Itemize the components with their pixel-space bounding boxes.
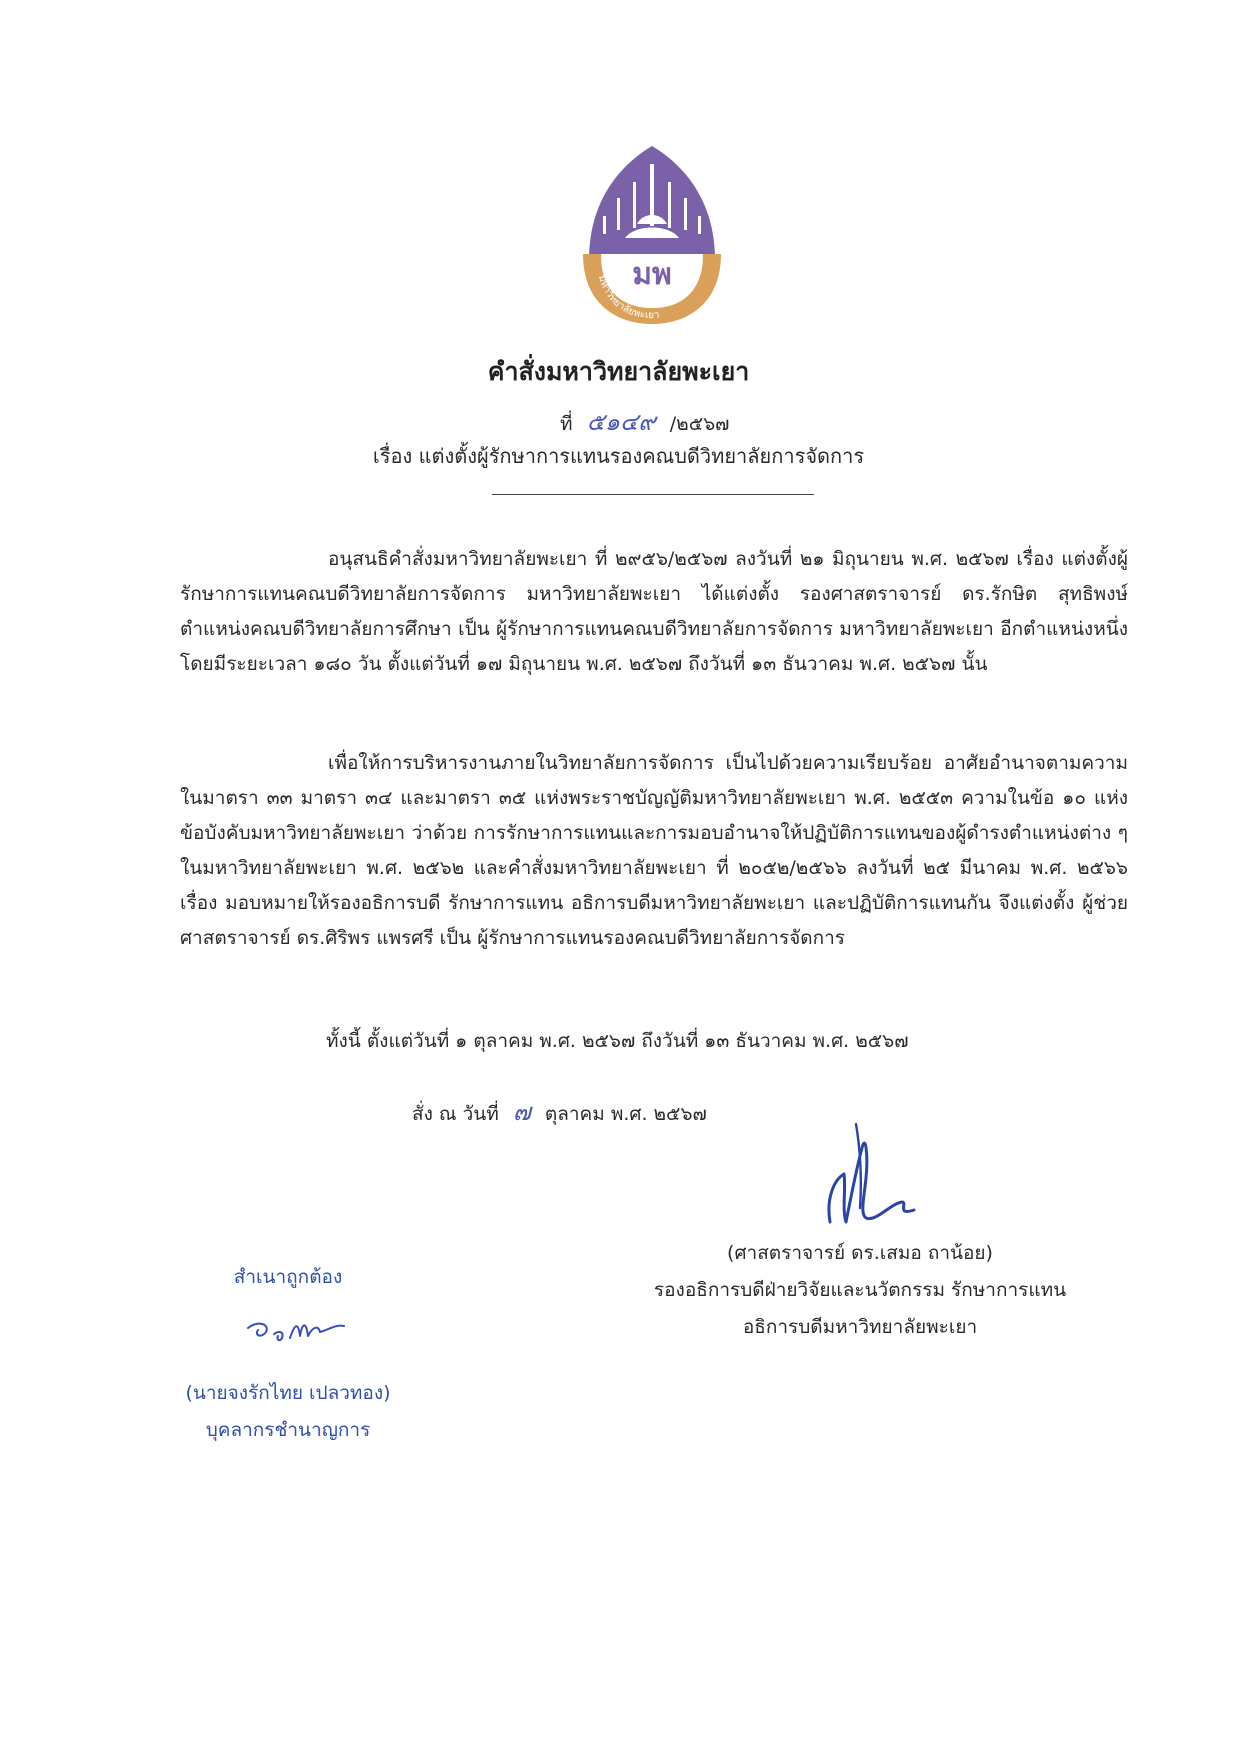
order-number-handwritten: ๕๑๔๙: [586, 408, 656, 436]
body-paragraph-1: [180, 542, 1128, 682]
order-number-suffix: /๒๕๖๗: [669, 413, 730, 435]
body-paragraph-1-text: อนุสนธิคำสั่งมหาวิทยาลัยพะเยา ที่ ๒๙๕๖/๒๕๖๗ ลงวันที่ ๒๑ มิถุนายน พ.ศ. ๒๕๖๗ เรื่อง แต่งตั้งผู้รักษาการแทนคณบดีวิทยาลัยการจัดการ มหาวิทยาลัยพะเยา ได้แต่งตั้ง รองศาสตราจารย์ ดร.รักษิต สุทธิพงษ์ ตำแหน่งคณบดีวิทยาลัยการศึกษา เป็น ผู้รักษาการแทนคณบดีวิทยาลัยการจัดการ มหาวิทยาลัยพะเยา อีกตำแหน่งหนึ่ง โดยมีระยะเวลา ๑๘๐ วัน ตั้งแต่วันที่ ๑๗ มิถุนายน พ.ศ. ๒๕๖๗ ถึงวันที่ ๑๓ ธันวาคม พ.ศ. ๒๕๖๗ นั้น: [180, 548, 1128, 675]
university-seal-logo: [577, 142, 727, 328]
given-prefix: สั่ง ณ วันที่: [412, 1103, 499, 1125]
certified-copy-label: สำเนาถูกต้อง: [233, 1266, 343, 1288]
order-number-label: ที่: [560, 413, 573, 435]
certified-copy-position: บุคลากรชำนาญการ: [205, 1419, 371, 1441]
body-paragraph-2-text: เพื่อให้การบริหารงานภายในวิทยาลัยการจัดการ เป็นไปด้วยความเรียบร้อย อาศัยอำนาจตามความในมาตรา ๓๓ มาตรา ๓๔ และมาตรา ๓๕ แห่งพระราชบัญญัติมหาวิทยาลัยพะเยา พ.ศ. ๒๕๕๓ ความในข้อ ๑๐ แห่งข้อบังคับมหาวิทยาลัยพะเยา ว่าด้วย การรักษาการแทนและการมอบอำนาจให้ปฏิบัติการแทนของผู้ดำรงตำแหน่งต่าง ๆ ในมหาวิทยาลัยพะเยา พ.ศ. ๒๕๖๒ และคำสั่งมหาวิทยาลัยพะเยา ที่ ๒๐๕๒/๒๕๖๖ ลงวันที่ ๒๕ มีนาคม พ.ศ. ๒๕๖๖ เรื่อง มอบหมายให้รองอธิการบดี รักษาการแทน อธิการบดีมหาวิทยาลัยพะเยา และปฏิบัติการแทนกัน จึงแต่งตั้ง ผู้ช่วยศาสตราจารย์ ดร.ศิริพร แพรศรี เป็น ผู้รักษาการแทนรองคณบดีวิทยาลัยการจัดการ: [180, 752, 1128, 949]
signatory-position-line-2: อธิการบดีมหาวิทยาลัยพะเยา: [742, 1316, 978, 1338]
given-day-handwritten: ๗: [512, 1098, 531, 1126]
logo-ring-text: มหาวิทยาลัยพะเยา: [595, 273, 660, 322]
certified-copy-name: (นายจงรักไทย เปลวทอง): [185, 1382, 391, 1404]
signatory-name: (ศาสตราจารย์ ดร.เสมอ ถาน้อย): [727, 1242, 993, 1264]
signatory-position-line-1: รองอธิการบดีฝ่ายวิจัยและนวัตกรรม รักษาการแทน: [653, 1279, 1067, 1301]
certified-copy-signature: [244, 1310, 348, 1348]
body-paragraph-2: [180, 746, 1128, 956]
effective-period: ทั้งนี้ ตั้งแต่วันที่ ๑ ตุลาคม พ.ศ. ๒๕๖๗ ถึงวันที่ ๑๓ ธันวาคม พ.ศ. ๒๕๖๗: [326, 1030, 909, 1052]
document-title: คำสั่งมหาวิทยาลัยพะเยา: [487, 357, 750, 386]
header-divider: [492, 494, 814, 495]
given-suffix: ตุลาคม พ.ศ. ๒๕๖๗: [544, 1103, 707, 1125]
order-number-line: [560, 402, 729, 441]
order-given-date: [412, 1092, 707, 1131]
signatory-signature: [816, 1118, 926, 1236]
document-subject: เรื่อง แต่งตั้งผู้รักษาการแทนรองคณบดีวิทยาลัยการจัดการ: [372, 444, 865, 468]
logo-emblem-text: มพ: [632, 257, 672, 292]
